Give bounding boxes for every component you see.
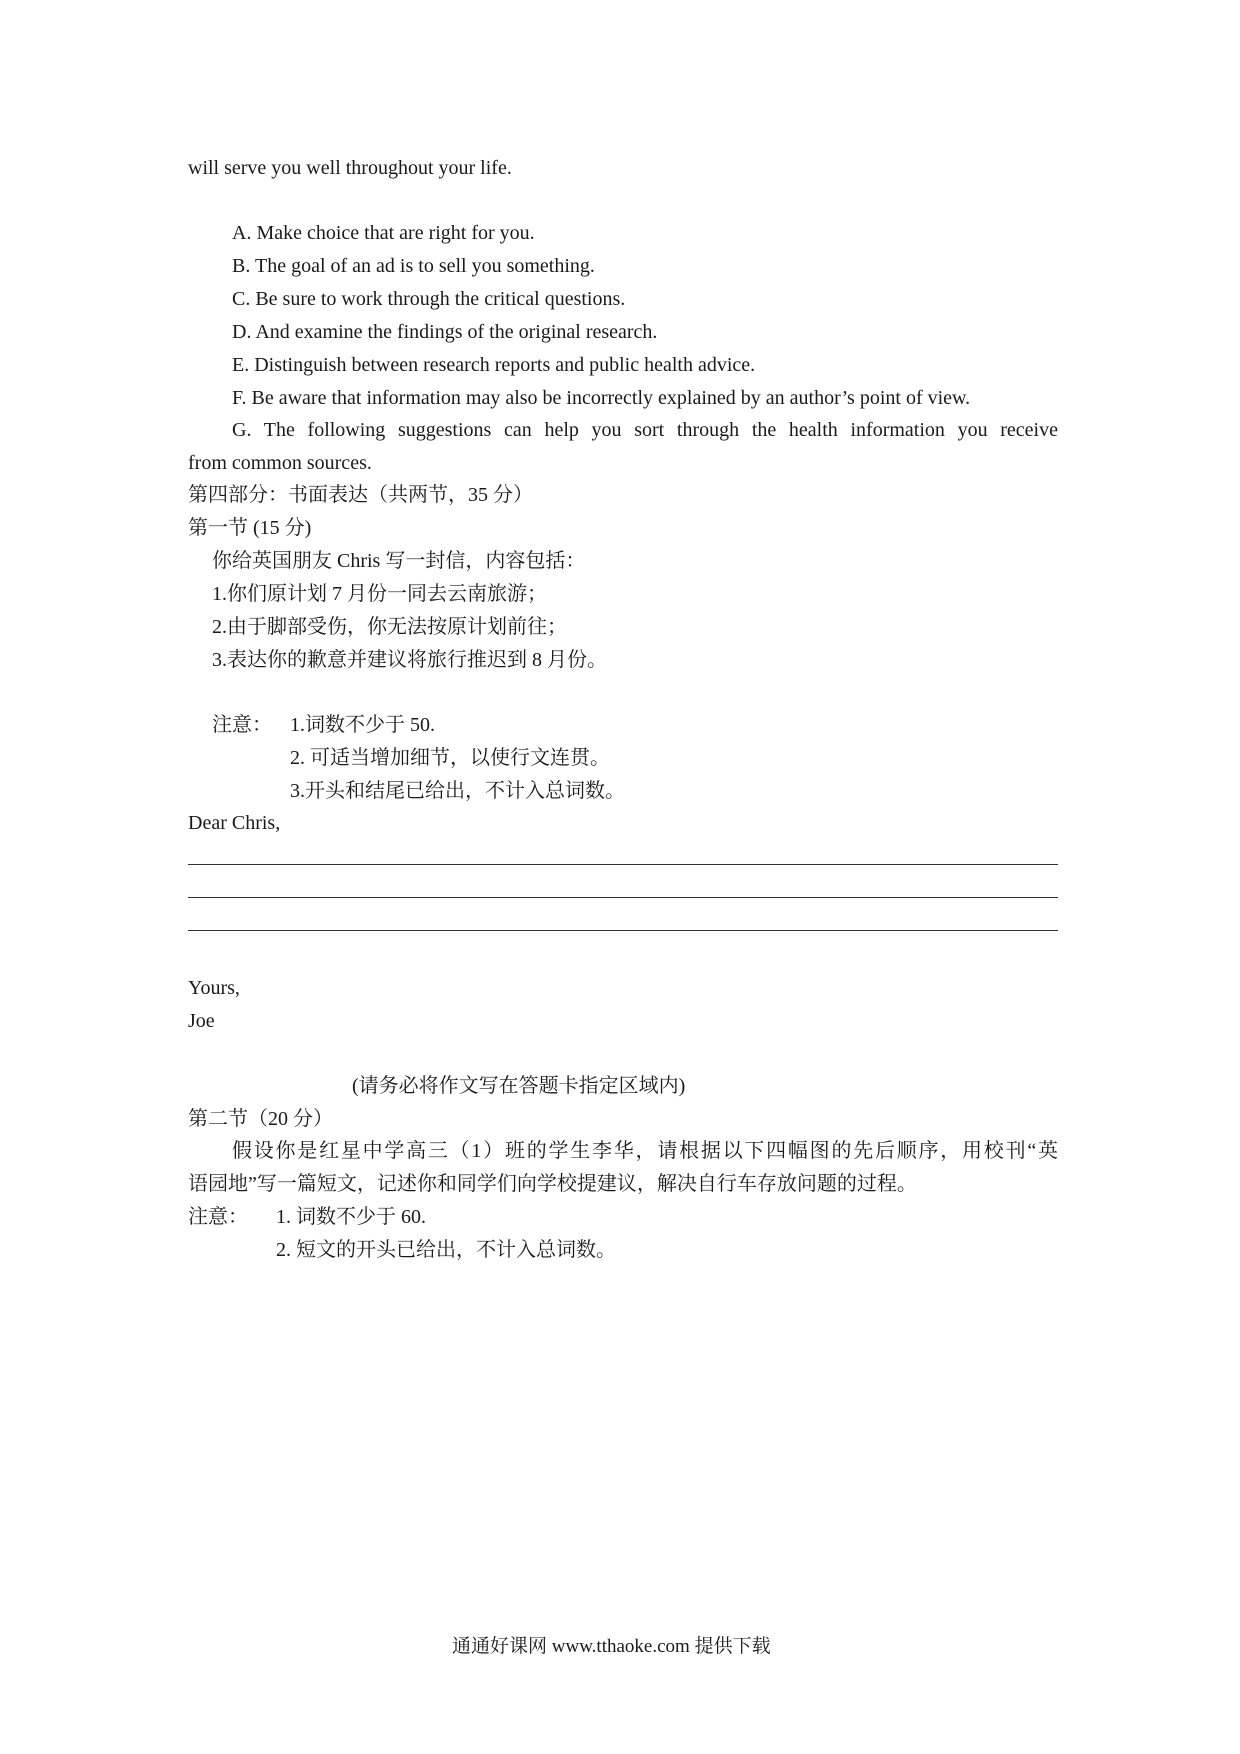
- section1-point-1: 1.你们原计划 7 月份一同去云南旅游；: [212, 583, 547, 605]
- letter-salutation: Dear Chris,: [188, 812, 281, 834]
- answer-card-reminder: (请务必将作文写在答题卡指定区域内): [352, 1075, 686, 1097]
- option-e: E. Distinguish between research reports and public health advice.: [232, 354, 756, 376]
- section1-note-1: 1.词数不少于 50.: [290, 714, 435, 736]
- option-f: F. Be aware that information may also be incorrectly explained by an author’s point of view.: [232, 387, 971, 409]
- option-d: D. And examine the findings of the original research.: [232, 321, 658, 343]
- section2-notes-label: 注意：: [188, 1206, 248, 1228]
- option-a: A. Make choice that are right for you.: [232, 222, 535, 244]
- section1-point-3: 3.表达你的歉意并建议将旅行推迟到 8 月份。: [212, 649, 607, 671]
- section1-note-3: 3.开头和结尾已给出，不计入总词数。: [290, 780, 625, 802]
- option-g-continued: from common sources.: [188, 452, 372, 474]
- page-footer: 通通好课网 www.tthaoke.com 提供下载: [452, 1636, 771, 1657]
- part4-heading: 第四部分：书面表达（共两节，35 分）: [188, 484, 533, 506]
- option-b: B. The goal of an ad is to sell you something.: [232, 255, 595, 277]
- option-c: C. Be sure to work through the critical questions.: [232, 288, 626, 310]
- section1-note-2: 2. 可适当增加细节，以使行文连贯。: [290, 747, 610, 769]
- section1-intro: 你给英国朋友 Chris 写一封信，内容包括：: [212, 550, 586, 572]
- section2-body-line-1: 假设你是红星中学高三（1）班的学生李华，请根据以下四幅图的先后顺序，用校刊“英: [232, 1140, 1058, 1162]
- section2-body-line-2: 语园地”写一篇短文，记述你和同学们向学校提建议，解决自行车存放问题的过程。: [188, 1173, 917, 1195]
- letter-signature: Joe: [188, 1010, 215, 1032]
- letter-closing: Yours,: [188, 977, 240, 999]
- section1-heading: 第一节 (15 分): [188, 517, 312, 539]
- writing-line-2: [188, 897, 1058, 898]
- section2-heading: 第二节（20 分）: [188, 1108, 333, 1130]
- section1-notes-label: 注意：: [212, 714, 272, 736]
- section1-point-2: 2.由于脚部受伤，你无法按原计划前往；: [212, 616, 567, 638]
- option-g: G. The following suggestions can help you sort through the health information you receive: [232, 419, 1058, 441]
- section2-note-2: 2. 短文的开头已给出，不计入总词数。: [276, 1239, 616, 1261]
- writing-line-3: [188, 930, 1058, 931]
- passage-tail: will serve you well throughout your life.: [188, 157, 512, 179]
- writing-line-1: [188, 864, 1058, 865]
- section2-note-1: 1. 词数不少于 60.: [276, 1206, 426, 1228]
